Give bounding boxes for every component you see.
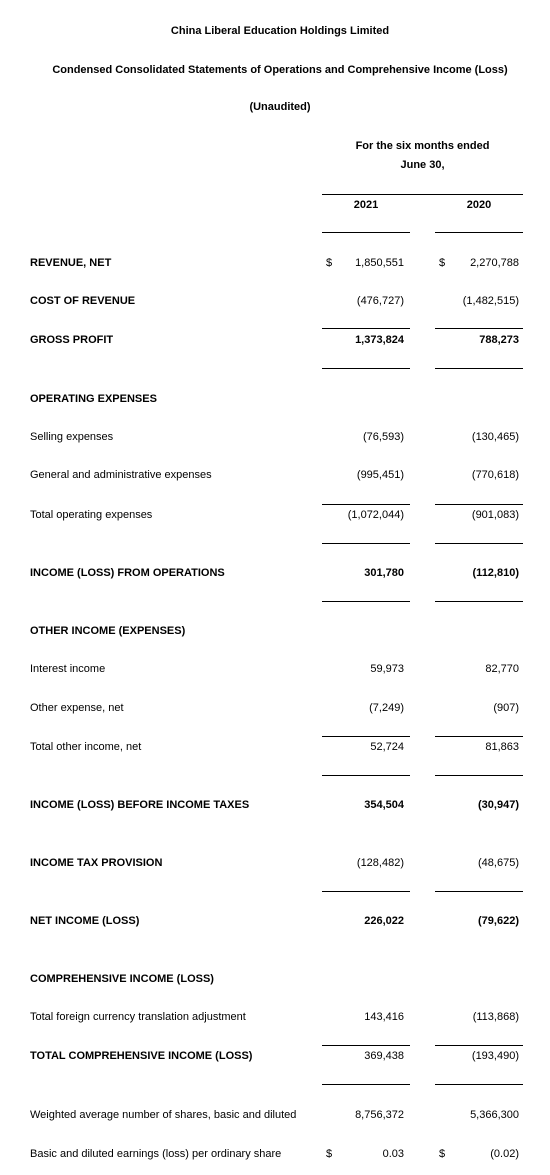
row-label-foreign-currency-translation: Total foreign currency translation adjustment [30, 1011, 246, 1023]
row-label-income-tax-provision: INCOME TAX PROVISION [30, 857, 163, 869]
gross-profit-top-rule [435, 328, 523, 329]
period-label-line1: For the six months ended [355, 140, 490, 152]
value-2021-revenue: 1,850,551 [355, 257, 404, 269]
total-operating-expenses-top-rule [435, 504, 523, 505]
value-2020-total-operating-expenses: (901,083) [471, 509, 519, 521]
gross-profit-bottom-rule [435, 368, 523, 369]
section-heading-other-income: OTHER INCOME (EXPENSES) [30, 625, 186, 637]
value-2021-weighted-average-shares: 8,756,372 [355, 1109, 404, 1121]
value-2021-income-tax-provision: (128,482) [356, 857, 404, 869]
value-2021-gross-profit: 1,373,824 [355, 334, 404, 346]
row-label-total-comprehensive-income: TOTAL COMPREHENSIVE INCOME (LOSS) [30, 1050, 253, 1062]
year-2021-rule [322, 232, 410, 233]
statement-title: Condensed Consolidated Statements of Operations and Comprehensive Income (Loss) [52, 64, 508, 76]
value-2021-cost-of-revenue: (476,727) [356, 295, 404, 307]
total-operating-expenses-bottom-rule [322, 543, 410, 544]
period-label-line2: June 30, [400, 159, 445, 171]
value-2021-selling-expenses: (76,593) [363, 431, 404, 443]
total-other-income-bottom-rule [435, 775, 523, 776]
audit-status: (Unaudited) [249, 101, 311, 113]
year-2020-rule [435, 232, 523, 233]
total-comprehensive-income-top-rule [435, 1045, 523, 1046]
income-from-operations-bottom-rule [435, 601, 523, 602]
value-2021-total-operating-expenses: (1,072,044) [347, 509, 404, 521]
currency-symbol-2020-eps: $ [439, 1148, 446, 1160]
income-tax-provision-bottom-rule [322, 891, 410, 892]
value-2020-earnings-per-share: (0.02) [490, 1148, 519, 1160]
row-label-income-from-operations: INCOME (LOSS) FROM OPERATIONS [30, 567, 225, 579]
currency-symbol-2021-eps: $ [326, 1148, 333, 1160]
row-label-revenue: REVENUE, NET [30, 257, 112, 269]
section-heading-operating-expenses: OPERATING EXPENSES [30, 393, 157, 405]
value-2020-selling-expenses: (130,465) [471, 431, 519, 443]
year-2020-header: 2020 [466, 199, 492, 211]
row-label-selling-expenses: Selling expenses [30, 431, 114, 443]
total-operating-expenses-bottom-rule [435, 543, 523, 544]
total-other-income-bottom-rule [322, 775, 410, 776]
value-2020-net-income: (79,622) [478, 915, 519, 927]
row-label-cost-of-revenue: COST OF REVENUE [30, 295, 136, 307]
value-2020-total-comprehensive-income: (193,490) [471, 1050, 519, 1062]
row-label-gross-profit: GROSS PROFIT [30, 334, 114, 346]
value-2021-total-comprehensive-income: 369,438 [364, 1050, 404, 1062]
total-other-income-top-rule [322, 736, 410, 737]
currency-symbol-2021-revenue: $ [326, 257, 333, 269]
value-2021-other-expense: (7,249) [369, 702, 404, 714]
row-label-interest-income: Interest income [30, 663, 106, 675]
value-2021-income-from-operations: 301,780 [364, 567, 404, 579]
value-2020-cost-of-revenue: (1,482,515) [462, 295, 519, 307]
gross-profit-bottom-rule [322, 368, 410, 369]
value-2020-weighted-average-shares: 5,366,300 [470, 1109, 519, 1121]
gross-profit-top-rule [322, 328, 410, 329]
value-2020-total-other-income: 81,863 [485, 741, 519, 753]
value-2020-revenue: 2,270,788 [470, 257, 519, 269]
value-2020-interest-income: 82,770 [485, 663, 519, 675]
section-heading-comprehensive-income: COMPREHENSIVE INCOME (LOSS) [30, 973, 214, 985]
row-label-total-operating-expenses: Total operating expenses [30, 509, 153, 521]
value-2021-interest-income: 59,973 [370, 663, 404, 675]
value-2021-total-other-income: 52,724 [370, 741, 404, 753]
row-label-other-expense: Other expense, net [30, 702, 124, 714]
row-label-general-admin-expenses: General and administrative expenses [30, 469, 212, 481]
row-label-income-before-taxes: INCOME (LOSS) BEFORE INCOME TAXES [30, 799, 250, 811]
company-name: China Liberal Education Holdings Limited [170, 25, 390, 37]
total-operating-expenses-top-rule [322, 504, 410, 505]
total-comprehensive-income-bottom-rule [322, 1084, 410, 1085]
value-2021-income-before-taxes: 354,504 [364, 799, 404, 811]
income-tax-provision-bottom-rule [435, 891, 523, 892]
value-2020-income-before-taxes: (30,947) [478, 799, 519, 811]
currency-symbol-2020-revenue: $ [439, 257, 446, 269]
value-2020-foreign-currency-translation: (113,868) [472, 1011, 519, 1023]
value-2021-net-income: 226,022 [364, 915, 404, 927]
row-label-earnings-per-share: Basic and diluted earnings (loss) per ordinary share [30, 1148, 282, 1160]
row-label-net-income: NET INCOME (LOSS) [30, 915, 140, 927]
total-comprehensive-income-top-rule [322, 1045, 410, 1046]
value-2021-general-admin-expenses: (995,451) [356, 469, 404, 481]
period-header-rule [322, 194, 523, 195]
total-other-income-top-rule [435, 736, 523, 737]
row-label-weighted-average-shares: Weighted average number of shares, basic and diluted [30, 1109, 297, 1121]
value-2020-other-expense: (907) [493, 702, 519, 714]
value-2020-income-tax-provision: (48,675) [478, 857, 519, 869]
total-comprehensive-income-bottom-rule [435, 1084, 523, 1085]
value-2020-general-admin-expenses: (770,618) [471, 469, 519, 481]
value-2020-gross-profit: 788,273 [479, 334, 519, 346]
year-2021-header: 2021 [353, 199, 379, 211]
value-2020-income-from-operations: (112,810) [472, 567, 519, 579]
row-label-total-other-income: Total other income, net [30, 741, 142, 753]
value-2021-earnings-per-share: 0.03 [382, 1148, 404, 1160]
value-2021-foreign-currency-translation: 143,416 [364, 1011, 404, 1023]
income-from-operations-bottom-rule [322, 601, 410, 602]
